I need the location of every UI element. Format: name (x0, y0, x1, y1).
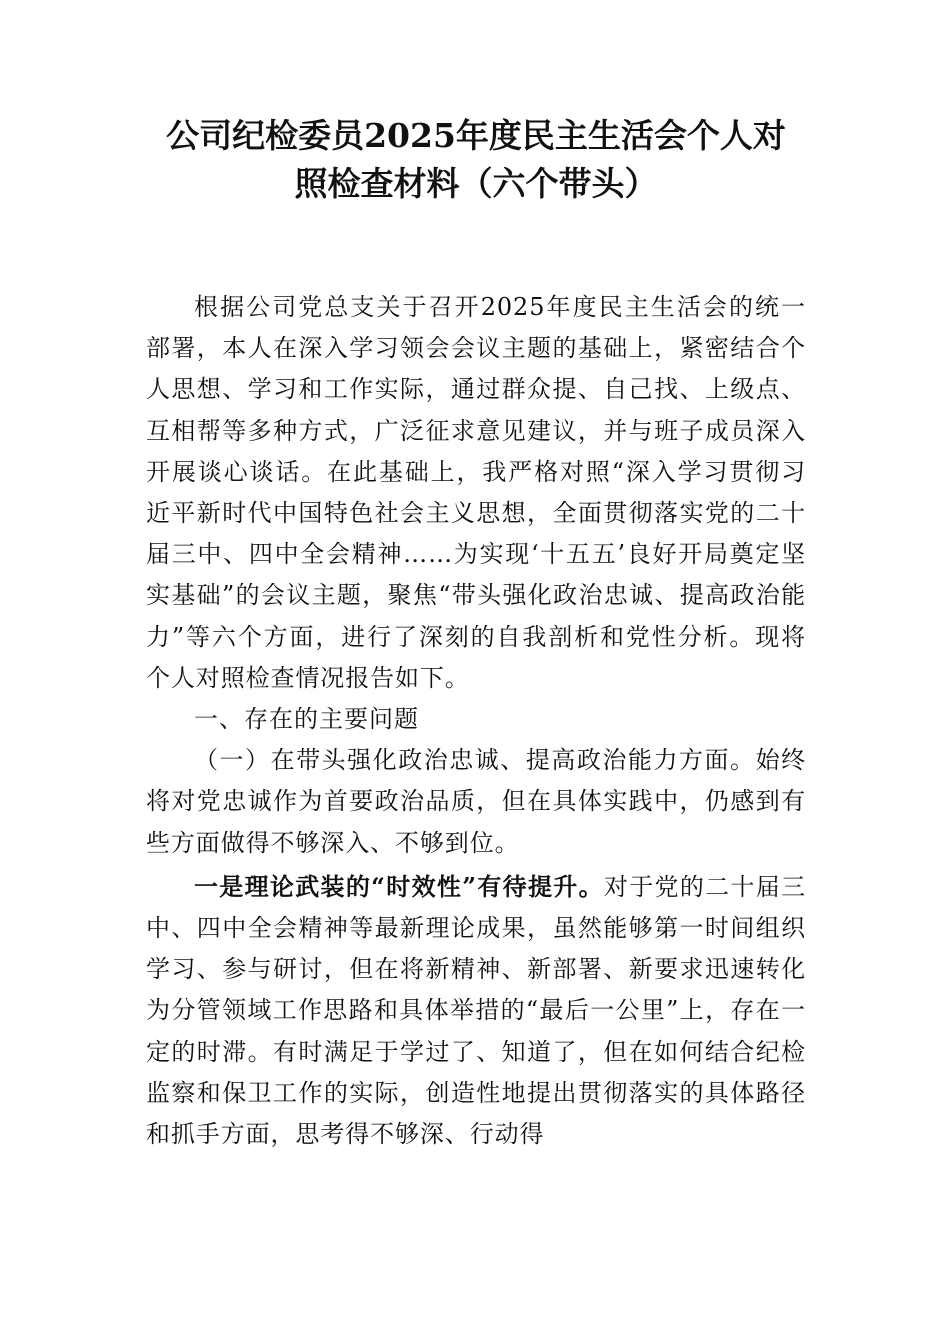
title-line-2: 照检查材料（六个带头） (294, 164, 658, 203)
document-title (146, 112, 806, 208)
document-page (146, 112, 806, 1155)
subsection-1-heading: （一）在带头强化政治忠诚、提高政治能力方面。 (194, 746, 756, 775)
intro-paragraph: 根据公司党总支关于召开2025年度民主生活会的统一部署，本人在深入学习领会会议主题的基础上，紧密结合个人思想、学习和工作实际，通过群众提、自己找、上级点、互相帮等多种方式，广泛征求意见建议，并与班子成员深入开展谈心谈话。在此基础上，我严格对照“深入学习贯彻习近平新时代中国特色社会主义思想，全面贯彻落实党的二十届三中、四中全会精神……为实现‘十五五’良好开局奠定坚实基础”的会议主题，聚焦“带头强化政治忠诚、提高政治能力”等六个方面，进行了深刻的自我剖析和党性分析。现将个人对照检查情况报告如下。 (146, 293, 806, 692)
point-1-text: 对于党的二十届三中、四中全会精神等最新理论成果，虽然能够第一时间组织学习、参与研讨，但在将新精神、新部署、新要求迅速转化为分管领域工作思路和具体举措的“最后一公里”上，存在一定的时滞。有时满足于学过了、知道了，但在如何结合纪检监察和保卫工作的实际，创造性地提出贯彻落实的具体路径和抓手方面，思考得不够深、行动得 (146, 872, 806, 1149)
document-body (146, 287, 806, 1155)
subsection-1-text: 始终将对党忠诚作为首要政治品质，但在具体实践中，仍感到有些方面做得不够深入、不够到位。 (146, 746, 806, 857)
subsection-1-paragraph (146, 740, 806, 864)
section-heading-problems: 一、存在的主要问题 (194, 705, 419, 734)
point-1-paragraph (146, 866, 806, 1155)
point-1-heading: 一是理论武装的“时效性”有待提升。 (194, 871, 604, 901)
title-line-1: 公司纪检委员2025年度民主生活会个人对 (166, 116, 786, 155)
